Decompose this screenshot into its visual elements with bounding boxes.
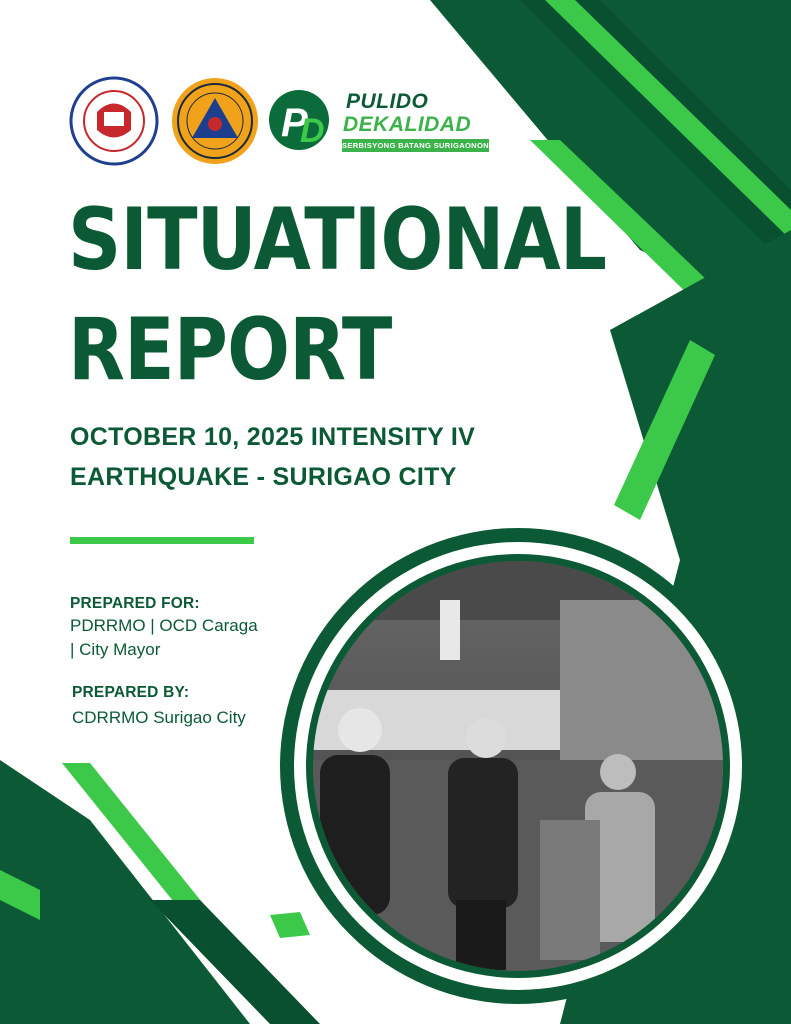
- svg-text:P: P: [281, 101, 308, 145]
- report-title-line2: REPORT: [68, 300, 392, 400]
- report-title-line1: SITUATIONAL: [68, 190, 607, 290]
- prepared-for-label: PREPARED FOR:: [70, 595, 200, 612]
- accent-divider: [70, 537, 254, 544]
- prepared-for-line2: | City Mayor: [70, 640, 161, 659]
- prepared-for-line1: PDRRMO | OCD Caraga: [70, 616, 258, 635]
- report-subtitle-line1: OCTOBER 10, 2025 INTENSITY IV: [70, 423, 476, 451]
- brand-name-line2: DEKALIDAD: [343, 113, 472, 136]
- city-seal-logo: [71, 78, 157, 164]
- brand-name-line1: PULIDO: [346, 90, 429, 113]
- report-subtitle-line2: EARTHQUAKE - SURIGAO CITY: [70, 463, 457, 491]
- prepared-by-label: PREPARED BY:: [72, 684, 190, 701]
- pd-brand-mark: [269, 90, 329, 150]
- bottom-mid-stripe: [270, 912, 310, 938]
- brand-tagline: SERBISYONG BATANG SURIGAONON: [342, 141, 489, 150]
- cdrrmo-seal-logo: [172, 78, 258, 164]
- svg-text:D: D: [300, 112, 325, 150]
- prepared-by-value: CDRRMO Surigao City: [72, 708, 246, 727]
